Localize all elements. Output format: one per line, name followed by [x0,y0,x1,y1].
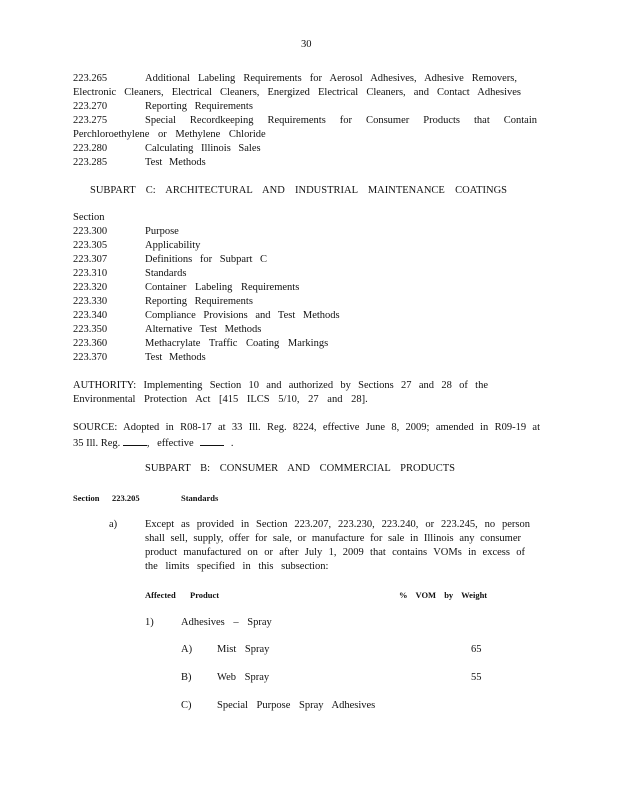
toc-num: 223.310 [73,268,108,279]
toc-num: 223.270 [73,101,108,112]
paragraph-line: shall sell, supply, offer for sale, or manufacture for sale in Illinois any consumer [145,533,521,544]
toc-title: Applicability [145,240,201,251]
toc-title: Calculating Illinois Sales [145,143,261,154]
section-heading-label: Section [73,493,100,503]
toc-num: 223.280 [73,143,108,154]
paragraph-line: product manufactured on or after July 1, 2009 that contains VOMs in excess of [145,547,525,558]
blank-date-field [200,435,224,446]
toc-title-cont: Perchloroethylene or Methylene Chloride [73,129,266,140]
header-vom: % VOM by Weight [399,590,488,600]
toc-title: Reporting Requirements [145,296,253,307]
sub-item-value: 55 [471,672,482,683]
authority-line: Environmental Protection Act [415 ILCS 5/10, 27 and 28]. [73,394,368,405]
toc-num: 223.350 [73,324,108,335]
toc-title: Standards [145,268,187,279]
source-effective: , effective [146,438,194,449]
header-affected: Affected [145,590,176,600]
section-heading-title: Standards [181,493,219,503]
toc-title: Compliance Provisions and Test Methods [145,310,340,321]
toc-num: 223.370 [73,352,108,363]
item-label: 1) [145,617,154,628]
toc-num: 223.307 [73,254,108,265]
sub-item-label: B) [181,672,192,683]
source-line: SOURCE: Adopted in R08-17 at 33 Ill. Reg. 8224, effective June 8, 2009; amended in R09-19 at [73,422,540,433]
paragraph-line: Except as provided in Section 223.207, 223.230, 223.240, or 223.245, no person [145,519,530,530]
toc-num: 223.265 [73,73,108,84]
paragraph-line: the limits specified in this subsection: [145,561,329,572]
blank-page-field [123,435,147,446]
sub-item-text: Special Purpose Spray Adhesives [217,700,376,711]
toc-title-cont: Electronic Cleaners, Electrical Cleaners, Energized Electrical Cleaners, and Contact Adhesives [73,87,521,98]
authority-line: AUTHORITY: Implementing Section 10 and authorized by Sections 27 and 28 of the [73,380,488,391]
subpart-c-heading: SUBPART C: ARCHITECTURAL AND INDUSTRIAL MAINTENANCE COATINGS [90,185,507,196]
sub-item-text: Mist Spray [217,644,270,655]
toc-num: 223.300 [73,226,108,237]
page-number: 30 [301,39,312,50]
toc-title: Container Labeling Requirements [145,282,300,293]
subpart-b-heading: SUBPART B: CONSUMER AND COMMERCIAL PRODUCTS [145,463,455,474]
toc-num: 223.275 [73,115,108,126]
toc-title: Test Methods [145,352,206,363]
sub-item-text: Web Spray [217,672,270,683]
toc-title: Purpose [145,226,179,237]
item-text: Adhesives – Spray [181,617,272,628]
section-label: Section [73,212,105,223]
toc-num: 223.360 [73,338,108,349]
toc-title: Special Recordkeeping Requirements for Consumer Products that Contain [145,115,537,126]
toc-title: Definitions for Subpart C [145,254,268,265]
toc-num: 223.285 [73,157,108,168]
toc-title: Reporting Requirements [145,101,253,112]
toc-title: Additional Labeling Requirements for Aerosol Adhesives, Adhesive Removers, [145,73,517,84]
source-citation: 35 Ill. Reg. [73,438,121,449]
toc-title: Alternative Test Methods [145,324,262,335]
sub-item-label: A) [181,644,193,655]
source-line-2 [73,435,234,451]
toc-num: 223.320 [73,282,108,293]
toc-title: Methacrylate Traffic Coating Markings [145,338,329,349]
section-heading-num: 223.205 [112,493,140,503]
source-end: . [230,438,234,449]
toc-num: 223.305 [73,240,108,251]
paragraph-label: a) [109,519,118,530]
toc-num: 223.340 [73,310,108,321]
header-product: Product [190,590,220,600]
toc-num: 223.330 [73,296,108,307]
sub-item-label: C) [181,700,192,711]
sub-item-value: 65 [471,644,482,655]
toc-title: Test Methods [145,157,206,168]
